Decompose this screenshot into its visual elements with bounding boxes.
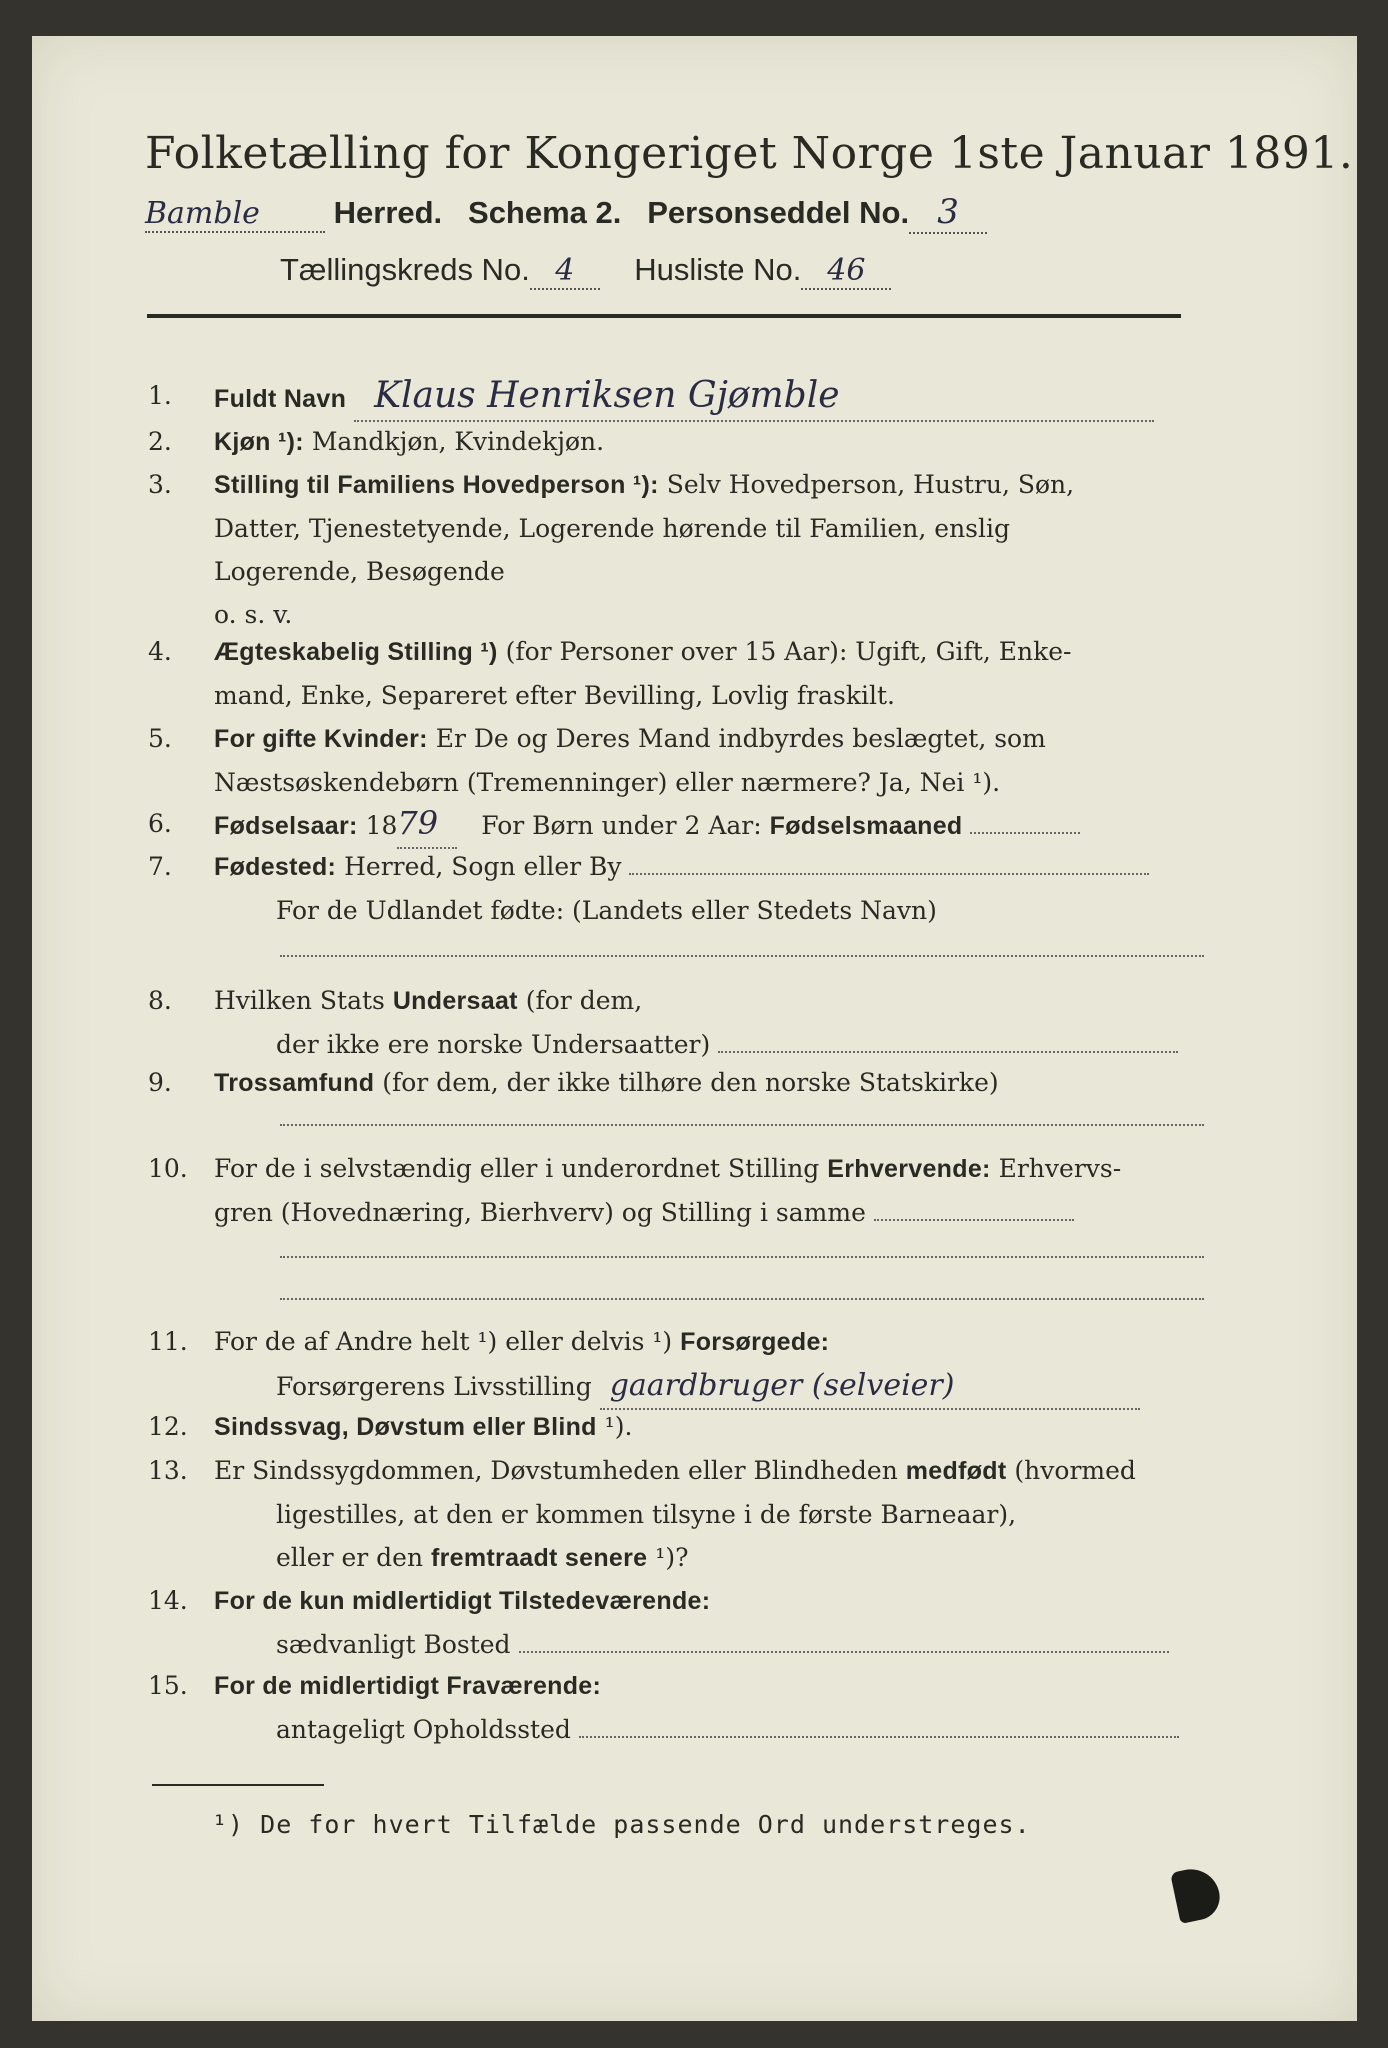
herred-label: Herred. — [333, 195, 443, 230]
header-rule — [147, 314, 1181, 318]
footnote-rule — [152, 1784, 324, 1786]
item-7-blank-line — [280, 955, 1204, 957]
footnote: ¹) De for hvert Tilfælde passende Ord understreges. — [212, 1810, 1031, 1839]
personseddel-label: Personseddel No. — [647, 195, 910, 230]
kreds-label: Tællingskreds No. — [280, 252, 530, 287]
item-10-blank-line-2 — [280, 1298, 1204, 1300]
husliste-label: Husliste No. — [634, 252, 802, 287]
form-title: Folketælling for Kongeriget Norge 1ste Januar 1891. — [145, 128, 1354, 179]
birthyear-handwritten: 79 — [397, 804, 439, 842]
schema-label: Schema 2. — [468, 195, 622, 230]
kreds-line — [280, 252, 891, 290]
provider-occupation-handwritten: gaardbruger (selveier) — [609, 1368, 955, 1403]
personseddel-handwritten: 3 — [937, 192, 959, 232]
husliste-handwritten: 46 — [827, 253, 866, 288]
herred-line — [145, 192, 987, 234]
item-9-blank-line — [280, 1124, 1204, 1126]
item-10-blank-line-1 — [280, 1256, 1204, 1258]
kreds-handwritten: 4 — [555, 253, 575, 288]
herred-handwritten: Bamble — [145, 196, 260, 231]
name-handwritten: Klaus Henriksen Gjømble — [374, 375, 840, 416]
